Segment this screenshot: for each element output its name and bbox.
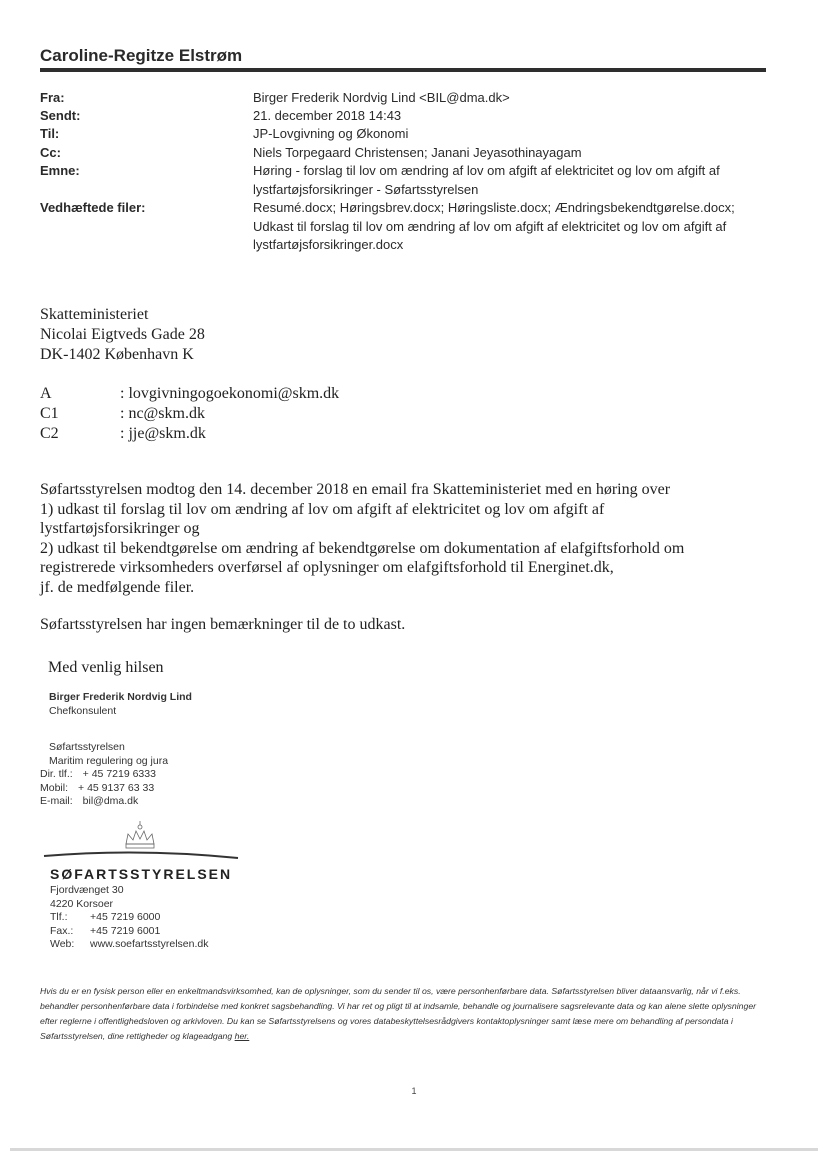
brand-key: Web: <box>50 938 75 950</box>
contact-block <box>40 741 168 809</box>
privacy-disclaimer <box>40 984 760 1044</box>
body-remark: Søfartsstyrelsen har ingen bemærkninger til de to udkast. <box>40 616 406 633</box>
contact-value: + 45 7219 6333 <box>82 768 156 780</box>
document-owner: Caroline-Regitze Elstrøm <box>40 46 243 65</box>
brand-row <box>50 938 208 952</box>
contact-key: E-mail: <box>40 795 73 807</box>
address-line: Nicolai Eigtveds Gade 28 <box>40 326 205 343</box>
title-rule <box>40 68 766 72</box>
contact-dept: Maritim regulering og jura <box>49 754 169 767</box>
brand-name: SØFARTSSTYRELSEN <box>50 866 233 882</box>
brand-web-link[interactable]: www.soefartsstyrelsen.dk <box>90 938 209 950</box>
brand-key: Tlf.: <box>50 911 68 923</box>
recipient-email: : jje@skm.dk <box>120 425 206 442</box>
contact-key: Dir. tlf.: <box>40 768 73 780</box>
brand-address <box>50 884 208 952</box>
recipient-row <box>40 384 339 404</box>
brand-city: 4220 Korsoer <box>50 897 114 910</box>
attachments-value: Resumé.docx; Høringsbrev.docx; Høringsliste.docx; Ændringsbekendtgørelse.docx; Udkast til forslag til lov om ændring af lov om afgift af elektricitet og lov om afgift af lystfartøjsforsikringer.docx <box>253 200 735 252</box>
subject-value: Høring - forslag til lov om ændring af lov om afgift af elektricitet og lov om afgift af lystfartøjsforsikringer - Søfartsstyrelsen <box>253 163 720 197</box>
recipient-email: : nc@skm.dk <box>120 405 205 422</box>
recipient-row <box>40 404 339 424</box>
recipient-key: A <box>40 385 52 402</box>
cc-value: Niels Torpegaard Christensen; Janani Jeyasothinayagam <box>253 145 582 160</box>
contact-org: Søfartsstyrelsen <box>49 741 125 753</box>
contact-value: + 45 9137 63 33 <box>78 781 155 794</box>
brand-value: +45 7219 6000 <box>90 911 161 923</box>
brand-value: +45 7219 6001 <box>90 924 161 937</box>
address-line: Skatteministeriet <box>40 306 149 323</box>
letter-body <box>40 480 740 635</box>
recipient-list <box>40 384 339 444</box>
recipient-address <box>40 305 205 365</box>
greeting: Med venlig hilsen <box>48 659 164 676</box>
contact-value[interactable]: bil@dma.dk <box>82 795 139 807</box>
sent-label: Sendt: <box>40 108 81 123</box>
address-line: DK-1402 København K <box>40 346 194 363</box>
brand-street: Fjordvænget 30 <box>50 884 124 896</box>
contact-key: Mobil: <box>40 781 69 794</box>
contact-row <box>40 782 168 796</box>
brand-key: Fax.: <box>50 924 74 937</box>
recipient-key: C1 <box>40 405 59 422</box>
from-label: Fra: <box>40 90 65 105</box>
cc-label: Cc: <box>40 145 61 160</box>
subject-label: Emne: <box>40 163 80 178</box>
crown-logo-icon <box>40 818 240 870</box>
brand-row <box>50 925 208 939</box>
page-number: 1 <box>411 1086 417 1096</box>
body-intro: Søfartsstyrelsen modtog den 14. december 2018 en email fra Skatteministeriet med en høring over <box>40 481 671 498</box>
body-item-1: 1) udkast til forslag til lov om ændring af lov om afgift af elektricitet og lov om afgift af lystfartøjsforsikringer og <box>40 500 605 537</box>
to-value: JP-Lovgivning og Økonomi <box>253 126 409 141</box>
disclaimer-link[interactable]: her. <box>234 1031 250 1041</box>
signature-title: Chefkonsulent <box>49 704 117 717</box>
body-item-2: 2) udkast til bekendtgørelse om ændring af bekendtgørelse om dokumentation af elafgiftsforhold om registrerede virksomheders overførsel af oplysninger om elafgiftsforhold til Energinet.dk, <box>40 539 685 576</box>
to-label: Til: <box>40 126 60 141</box>
signature <box>49 691 192 718</box>
brand-row <box>50 911 208 925</box>
recipient-email: : lovgivningogoekonomi@skm.dk <box>120 385 340 402</box>
body-reference: jf. de medfølgende filer. <box>40 578 195 596</box>
signature-name: Birger Frederik Nordvig Lind <box>49 691 192 703</box>
recipient-key: C2 <box>40 425 59 442</box>
attachments-label: Vedhæftede filer: <box>40 200 146 215</box>
footer-rule <box>10 1148 818 1151</box>
recipient-row <box>40 424 339 444</box>
contact-row <box>40 795 168 809</box>
disclaimer-text: Hvis du er en fysisk person eller en enkeltmandsvirksomhed, kan de oplysninger, som du sender til os, være personhenførbare data. Søfartsstyrelsen bliver dataansvarlig, når vi f.eks. behandler personhenførbare data i forbindelse med konkret sagsbehandling. Vi har ret og pligt til at indsamle, behandle og journalisere sagsrelevante data og kan alene slette oplysninger efter reglerne i offentlighedsloven og arkivloven. Du kan se Søfartsstyrelsens og vores databeskyttelsesrådgivers kontaktoplysninger samt læse mere om behandling af persondata i Søfartsstyrelsen, dine rettigheder og klageadgang <box>40 986 757 1041</box>
sent-value: 21. december 2018 14:43 <box>253 108 402 123</box>
contact-row <box>40 768 168 782</box>
from-value: Birger Frederik Nordvig Lind <BIL@dma.dk> <box>253 90 510 105</box>
